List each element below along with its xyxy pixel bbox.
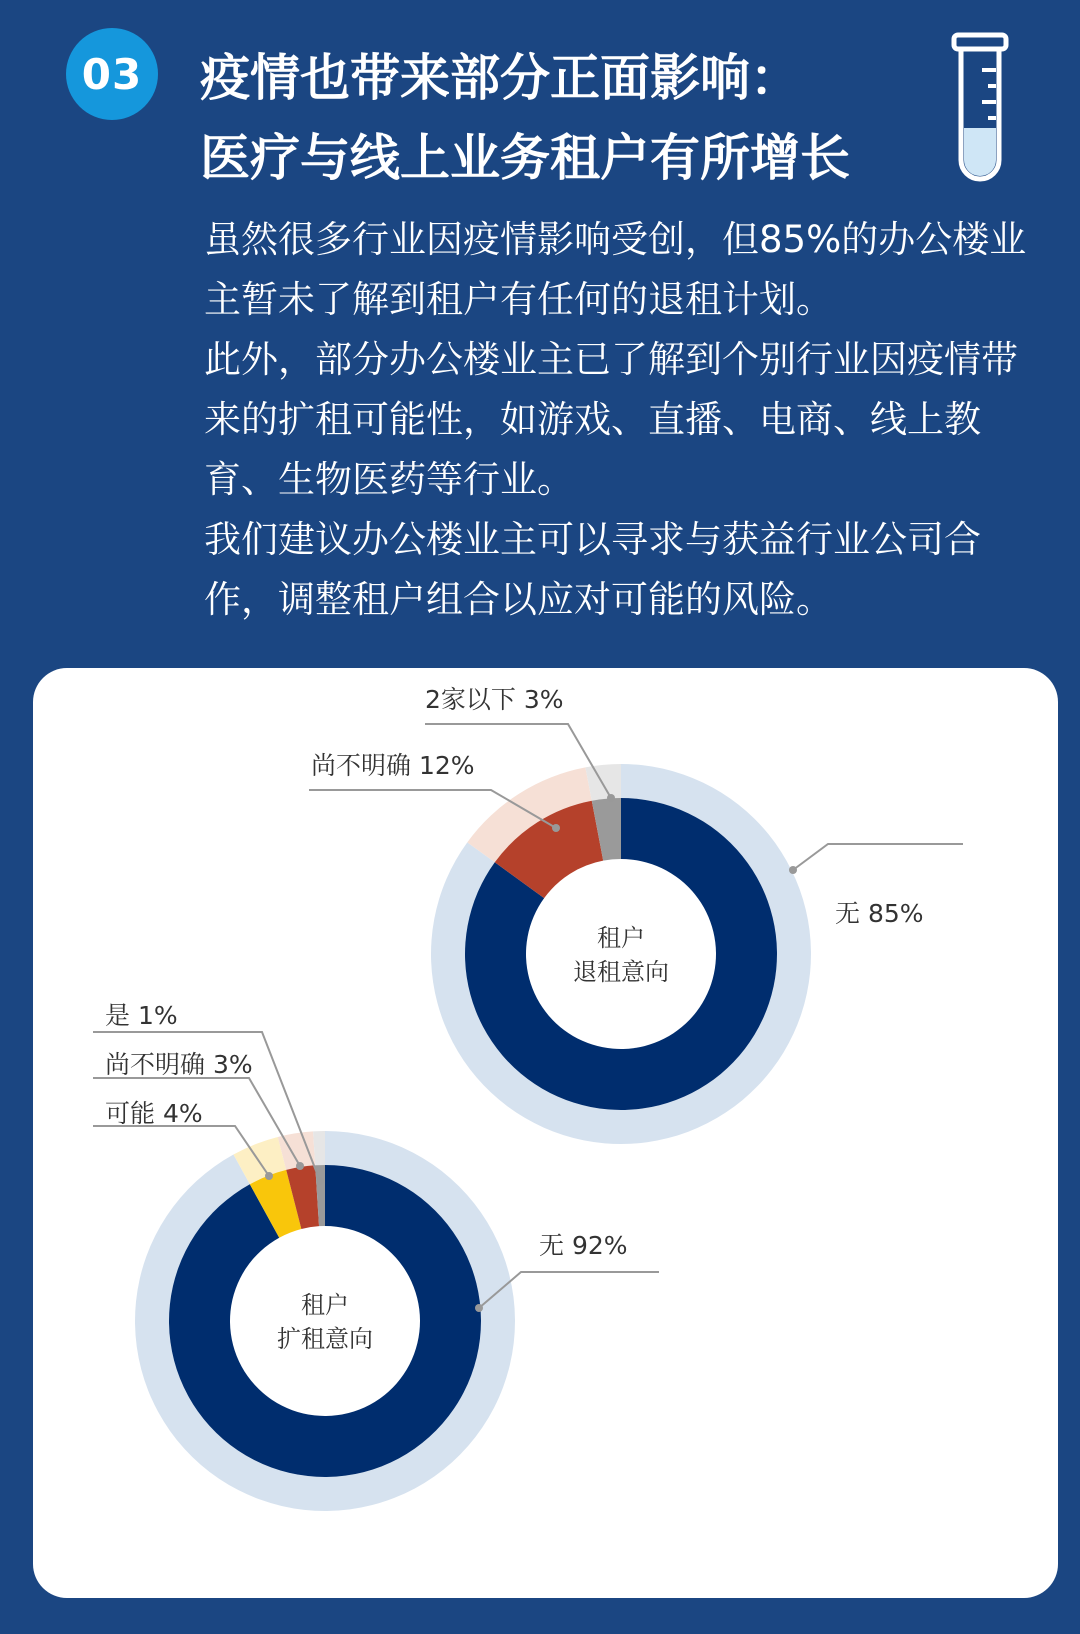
intro-paragraph-3: 我们建议办公楼业主可以寻求与获益行业公司合作，调整租户组合以应对可能的风险。 — [204, 518, 981, 621]
donut-1-leader-dot-3 — [607, 794, 615, 802]
donut-1-halo-3 — [585, 764, 621, 801]
intro-paragraph-1: 虽然很多行业因疫情影响受创，但85%的办公楼业主暂未了解到租户有任何的退租计划。 — [204, 218, 1027, 321]
chart-panel — [33, 668, 1058, 1598]
title-line-2: 医疗与线上业务租户有所增长 — [200, 129, 850, 187]
test-tube-icon — [950, 30, 1012, 186]
donut-2-leader-dot-2 — [265, 1172, 273, 1180]
donut-2-leader-dot-3 — [296, 1162, 304, 1170]
donut-2-data-label-3: 尚不明确 3% — [105, 1050, 253, 1079]
donut-1-center-label-1: 租户 — [597, 924, 645, 952]
page-title — [200, 38, 940, 198]
donut-1-data-label-2: 尚不明确 12% — [311, 751, 475, 780]
donut-charts — [33, 668, 1058, 1598]
donut-1-data-label-3: 2家以下 3% — [425, 685, 564, 714]
donut-2-center-label-1: 租户 — [301, 1291, 349, 1319]
donut-1-leader-1 — [793, 844, 963, 870]
section-number-badge: 03 — [66, 28, 158, 120]
donut-2-data-label-4: 是 1% — [105, 1001, 178, 1030]
intro-paragraph-2: 此外，部分办公楼业主已了解到个别行业因疫情带来的扩租可能性，如游戏、直播、电商、线上教育、生物医药等行业。 — [204, 338, 1018, 501]
donut-2-data-label-1: 无 92% — [539, 1231, 628, 1260]
donut-2-leader-dot-1 — [475, 1304, 483, 1312]
title-line-1: 疫情也带来部分正面影响： — [200, 49, 800, 107]
donut-1-data-label-1: 无 85% — [835, 899, 924, 928]
donut-1-center-label-2: 退租意向 — [573, 958, 669, 986]
donut-2-data-label-2: 可能 4% — [105, 1099, 203, 1128]
intro-text — [204, 210, 1044, 630]
donut-1-leader-dot-2 — [552, 824, 560, 832]
donut-1-leader-dot-1 — [789, 866, 797, 874]
donut-2-leader-dot-4 — [316, 1177, 324, 1185]
donut-2-center-label-2: 扩租意向 — [277, 1325, 373, 1353]
